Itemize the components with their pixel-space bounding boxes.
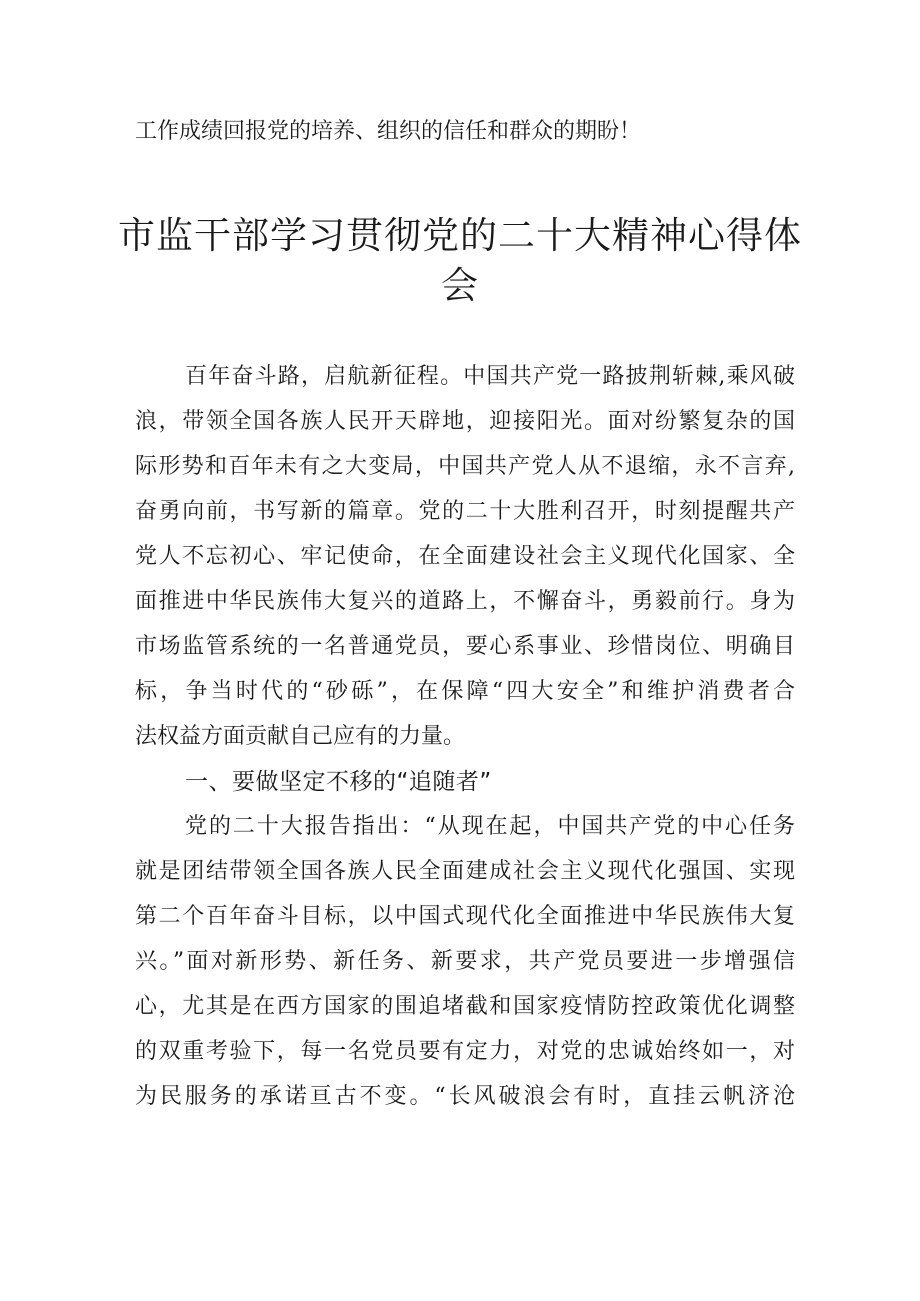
paragraph-line: 奋勇向前，书写新的篇章。党的二十大胜利召开，时刻提醒共产 — [135, 499, 795, 524]
paragraph-line: 百年奋斗路，启航新征程。中国共产党一路披荆斩棘,乘风破 — [185, 364, 795, 389]
section-heading-1: 一、要做坚定不移的“追随者” — [185, 769, 492, 795]
paragraph-line: 面推进中华民族伟大复兴的道路上，不懈奋斗，勇毅前行。身为 — [135, 589, 795, 614]
paragraph-line: 标，争当时代的“砂砾”，在保障“四大安全”和维护消费者合 — [135, 679, 795, 704]
paragraph-line: 浪，带领全国各族人民开天辟地，迎接阳光。面对纷繁复杂的国 — [135, 409, 795, 434]
paragraph-line: 党的二十大报告指出：“从现在起，中国共产党的中心任务 — [185, 814, 795, 839]
page-title-line-1: 市监干部学习贯彻党的二十大精神心得体 — [118, 214, 802, 257]
carryover-text-line: 工作成绩回报党的培养、组织的信任和群众的期盼！ — [135, 119, 642, 144]
paragraph-line: 就是团结带领全国各族人民全面建成社会主义现代化强国、实现 — [135, 859, 795, 884]
paragraph-line: 第二个百年奋斗目标，以中国式现代化全面推进中华民族伟大复 — [135, 904, 795, 929]
paragraph-line: 兴。”面对新形势、新任务、新要求，共产党员要进一步增强信 — [135, 949, 795, 974]
paragraph-line: 的双重考验下，每一名党员要有定力，对党的忠诚始终如一，对 — [135, 1039, 795, 1064]
paragraph-line: 法权益方面贡献自己应有的力量。 — [135, 724, 466, 749]
paragraph-line: 市场监管系统的一名普通党员，要心系事业、珍惜岗位、明确目 — [135, 634, 795, 659]
paragraph-line: 际形势和百年未有之大变局，中国共产党人从不退缩，永不言弃, — [135, 454, 795, 479]
paragraph-line: 心，尤其是在西方国家的围追堵截和国家疫情防控政策优化调整 — [135, 994, 795, 1019]
page-title-line-2: 会 — [441, 264, 479, 307]
paragraph-line: 为民服务的承诺亘古不变。“长风破浪会有时，直挂云帆济沧 — [135, 1084, 795, 1109]
paragraph-line: 党人不忘初心、牢记使命，在全面建设社会主义现代化国家、全 — [135, 544, 795, 569]
